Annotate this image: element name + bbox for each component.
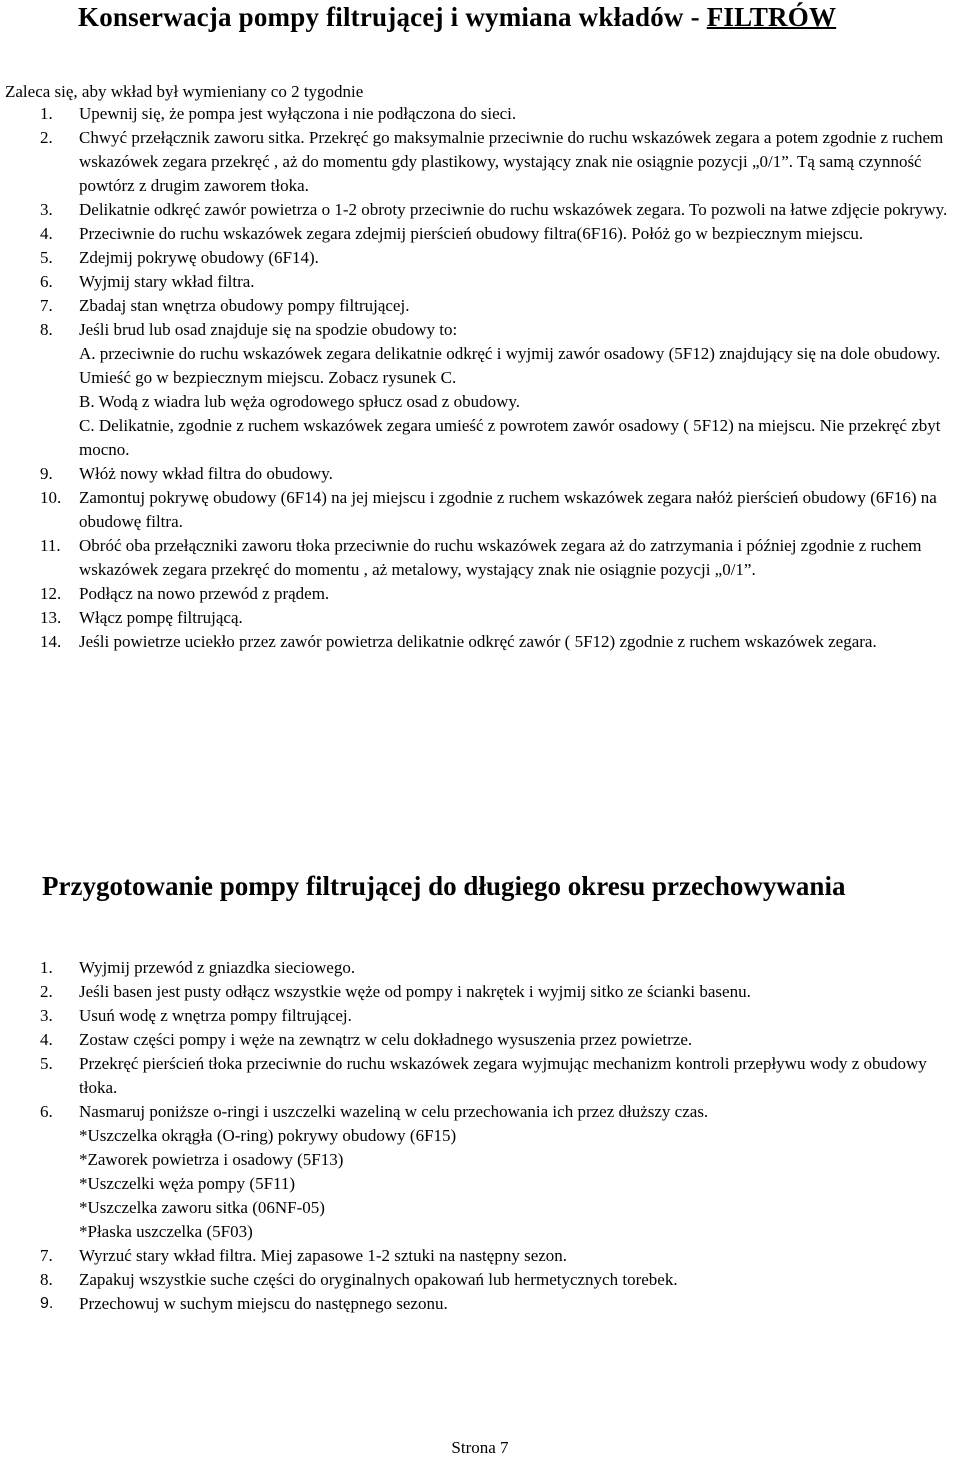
list-item-subline: B. Wodą z wiadra lub węża ogrodowego spłucz osad z obudowy. xyxy=(79,392,520,411)
list-item-text xyxy=(79,630,958,654)
list-item-number: 2. xyxy=(40,128,53,147)
list-item xyxy=(0,246,958,270)
list-item-line: Jeśli basen jest pusty odłącz wszystkie węże od pompy i nakrętek i wyjmij sitko ze ścianki basenu. xyxy=(79,982,751,1001)
list-item-line: Zbadaj stan wnętrza obudowy pompy filtrującej. xyxy=(79,296,410,315)
list-item xyxy=(0,534,958,582)
list-item-line: Jeśli brud lub osad znajduje się na spodzie obudowy to: xyxy=(79,320,458,339)
list-item-number: 1. xyxy=(40,104,53,123)
list-item-text xyxy=(79,1028,958,1052)
list-item-text xyxy=(79,462,958,486)
storage-steps-list xyxy=(0,956,958,1316)
page-title-text: Konserwacja pompy filtrującej i wymiana wkładów - xyxy=(78,2,707,32)
list-item-subline: A. przeciwnie do ruchu wskazówek zegara delikatnie odkręć i wyjmij zawór osadowy (5F12) znajdujący się na dole obudowy. Umieść go w bezpiecznym miejscu. Zobacz rysunek C. xyxy=(79,344,941,387)
list-item-number: 12. xyxy=(40,584,62,603)
list-item-line: Nasmaruj poniższe o-ringi i uszczelki wazeliną w celu przechowania ich przez dłuższy czas. xyxy=(79,1102,709,1121)
list-item-line: Włącz pompę filtrującą. xyxy=(79,608,243,627)
list-item-subline: *Zaworek powietrza i osadowy (5F13) xyxy=(79,1150,344,1169)
list-item-line: Jeśli powietrze uciekło przez zawór powietrza delikatnie odkręć zawór ( 5F12) zgodnie z ruchem wskazówek zegara. xyxy=(79,632,877,651)
list-item xyxy=(0,318,958,462)
list-item-number: 11. xyxy=(40,536,61,555)
page-title-underlined: FILTRÓW xyxy=(706,2,837,32)
list-item-text xyxy=(79,486,958,534)
list-item xyxy=(0,222,958,246)
list-item-subline: *Płaska uszczelka (5F03) xyxy=(79,1222,253,1241)
list-item-text xyxy=(79,198,958,222)
list-item-line: Przeciwnie do ruchu wskazówek zegara zdejmij pierścień obudowy filtra(6F16). Połóż go w bezpiecznym miejscu. xyxy=(79,224,864,243)
list-item-number: 7. xyxy=(40,1246,53,1265)
list-item-number: 14. xyxy=(40,632,62,651)
list-item-number: 8. xyxy=(40,320,53,339)
list-item-number: 6. xyxy=(40,1102,53,1121)
list-item-line: Wyjmij przewód z gniazdka sieciowego. xyxy=(79,958,356,977)
list-item xyxy=(0,198,958,222)
list-item-line: Usuń wodę z wnętrza pompy filtrującej. xyxy=(79,1006,352,1025)
list-item-line: Zostaw części pompy i węże na zewnątrz w celu dokładnego wysuszenia przez powietrze. xyxy=(79,1030,693,1049)
list-item-text xyxy=(79,1004,958,1028)
list-item-number: 9. xyxy=(40,1295,54,1312)
list-item-line: Zdejmij pokrywę obudowy (6F14). xyxy=(79,248,319,267)
list-item-number: 4. xyxy=(40,1030,53,1049)
list-item-line: Włóż nowy wkład filtra do obudowy. xyxy=(79,464,333,483)
list-item xyxy=(0,1028,958,1052)
list-item-number: 8. xyxy=(40,1270,53,1289)
list-item-number: 2. xyxy=(40,982,53,1001)
list-item xyxy=(0,1292,958,1316)
list-item-number: 3. xyxy=(40,1006,53,1025)
list-item-text xyxy=(79,1244,958,1268)
list-item-line: Przekręć pierścień tłoka przeciwnie do ruchu wskazówek zegara wyjmując mechanizm kontroli przepływu wody z obudowy tłoka. xyxy=(79,1054,927,1097)
list-item-line: Wyrzuć stary wkład filtra. Miej zapasowe 1-2 sztuki na następny sezon. xyxy=(79,1246,568,1265)
list-item xyxy=(0,486,958,534)
page-title xyxy=(78,2,836,33)
list-item-line: Wyjmij stary wkład filtra. xyxy=(79,272,255,291)
list-item xyxy=(0,606,958,630)
list-item-text xyxy=(79,270,958,294)
list-item-line: Chwyć przełącznik zaworu sitka. Przekręć go maksymalnie przeciwnie do ruchu wskazówek zegara a potem zgodnie z ruchem wskazówek zegara przekręć , aż do momentu gdy plastikowy, wystający znak nie osiągnie pozycji „0/1”. Tą samą czynność powtórz z drugim zaworem tłoka. xyxy=(79,128,944,195)
list-item-text xyxy=(79,246,958,270)
page-number: Strona 7 xyxy=(451,1438,509,1457)
list-item-line: Obróć oba przełączniki zaworu tłoka przeciwnie do ruchu wskazówek zegara aż do zatrzymania i później zgodnie z ruchem wskazówek zegara przekręć do momentu , aż metalowy, wystający znak nie osiągnie pozycji „0/1”. xyxy=(79,536,922,579)
list-item xyxy=(0,1244,958,1268)
section-title-storage: Przygotowanie pompy filtrującej do długiego okresu przechowywania xyxy=(42,871,846,901)
list-item-text xyxy=(79,606,958,630)
list-item-line: Przechowuj w suchym miejscu do następnego sezonu. xyxy=(79,1294,448,1313)
list-item-text xyxy=(79,1052,958,1100)
list-item-subline: *Uszczelka zaworu sitka (06NF-05) xyxy=(79,1198,325,1217)
list-item xyxy=(0,630,958,654)
list-item-text xyxy=(79,534,958,582)
list-item-line: Zapakuj wszystkie suche części do oryginalnych opakowań lub hermetycznych torebek. xyxy=(79,1270,678,1289)
list-item-number: 1. xyxy=(40,958,53,977)
list-item xyxy=(0,582,958,606)
list-item-number: 4. xyxy=(40,224,53,243)
list-item-line: Upewnij się, że pompa jest wyłączona i nie podłączona do sieci. xyxy=(79,104,517,123)
list-item xyxy=(0,126,958,198)
list-item-text xyxy=(79,318,958,462)
list-item-number: 3. xyxy=(40,200,53,219)
list-item xyxy=(0,102,958,126)
list-item xyxy=(0,1268,958,1292)
list-item-number: 6. xyxy=(40,272,53,291)
list-item-line: Zamontuj pokrywę obudowy (6F14) na jej miejscu i zgodnie z ruchem wskazówek zegara nałóż pierścień obudowy (6F16) na obudowę filtra. xyxy=(79,488,937,531)
list-item xyxy=(0,1004,958,1028)
list-item-text xyxy=(79,294,958,318)
list-item xyxy=(0,270,958,294)
list-item xyxy=(0,956,958,980)
list-item-line: Podłącz na nowo przewód z prądem. xyxy=(79,584,330,603)
list-item xyxy=(0,1052,958,1100)
list-item-text xyxy=(79,1100,958,1244)
list-item-text xyxy=(79,102,958,126)
intro-text: Zaleca się, aby wkład był wymieniany co 2 tygodnie xyxy=(5,82,364,101)
list-item-text xyxy=(79,1292,958,1316)
list-item-text xyxy=(79,582,958,606)
list-item-text xyxy=(79,1268,958,1292)
list-item xyxy=(0,1100,958,1244)
list-item-number: 9. xyxy=(40,464,53,483)
list-item-number: 5. xyxy=(40,1054,53,1073)
list-item-line: Delikatnie odkręć zawór powietrza o 1-2 obroty przeciwnie do ruchu wskazówek zegara. To pozwoli na łatwe zdjęcie pokrywy. xyxy=(79,200,948,219)
list-item xyxy=(0,980,958,1004)
list-item xyxy=(0,294,958,318)
list-item-subline: C. Delikatnie, zgodnie z ruchem wskazówek zegara umieść z powrotem zawór osadowy ( 5F12) na miejscu. Nie przekręć zbyt mocno. xyxy=(79,416,941,459)
list-item-number: 13. xyxy=(40,608,62,627)
list-item-subline: *Uszczelki węża pompy (5F11) xyxy=(79,1174,296,1193)
list-item-number: 5. xyxy=(40,248,53,267)
list-item-number: 7. xyxy=(40,296,53,315)
list-item-text xyxy=(79,980,958,1004)
list-item-text xyxy=(79,956,958,980)
list-item xyxy=(0,462,958,486)
list-item-subline: *Uszczelka okrągła (O-ring) pokrywy obudowy (6F15) xyxy=(79,1126,457,1145)
list-item-text xyxy=(79,126,958,198)
list-item-number: 10. xyxy=(40,488,62,507)
maintenance-steps-list xyxy=(0,102,958,654)
list-item-text xyxy=(79,222,958,246)
